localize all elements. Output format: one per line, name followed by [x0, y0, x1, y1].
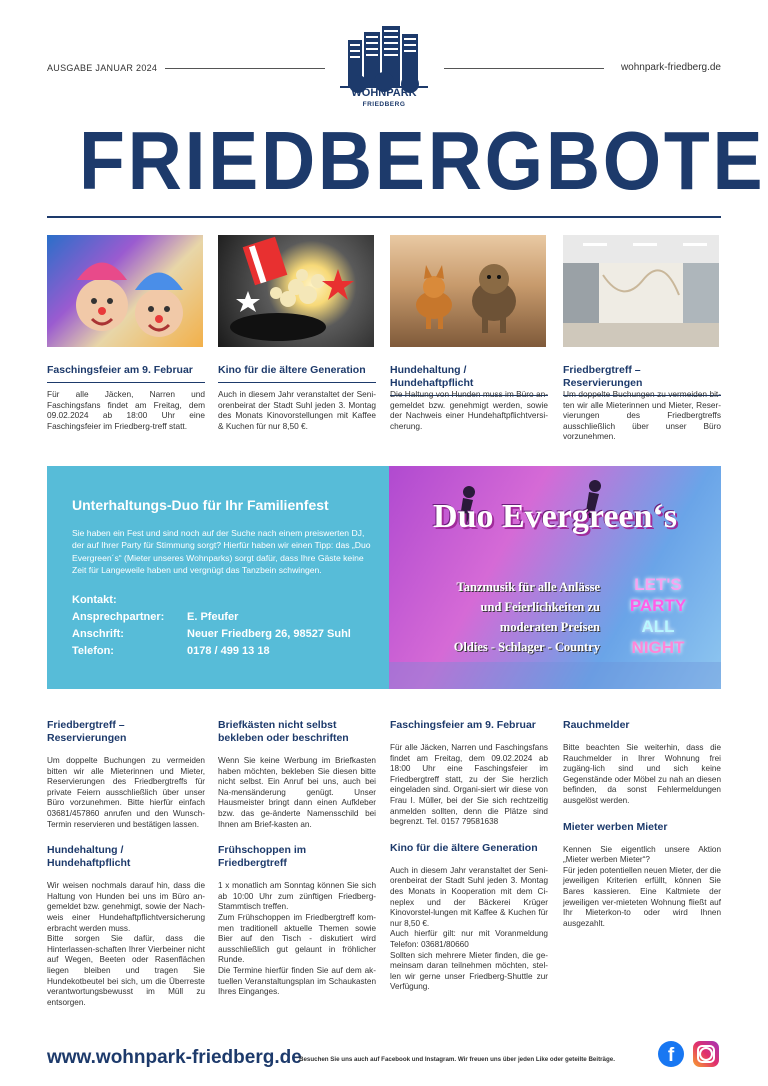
dogs-photo	[390, 235, 546, 347]
teaser-text: Für alle Jäcken, Narren und Faschingsfans findet am Freitag, dem 09.02.2024 ab 18:00 Uhr eine Faschingsfeier im Friedberg-treff statt.	[47, 389, 205, 431]
article-heading: Hundehaltung / Hundehaftpflicht	[47, 844, 131, 870]
teaser-text: Die Haltung von Hunden muss im Büro an-gemeldet bzw. genehmigt werden, sowie der Nachweis einer Hundehaftpflichtversi-cherung.	[390, 389, 548, 431]
duo-subtitle	[398, 577, 600, 657]
neon-word: LET'S	[634, 575, 682, 594]
article-heading: Rauchmelder	[563, 719, 630, 731]
contact-label: Telefon:	[72, 645, 114, 657]
friedbergtreff-room-photo	[563, 235, 719, 347]
carnival-photo	[47, 235, 203, 347]
divider	[444, 68, 604, 69]
article-text: 1 x monatlich am Sonntag können Sie sich ab 10:00 Uhr zum zünftigen Friedberg-Stammtisch treffen. Zum Frühschoppen im Friedbergtreff kom-men traditionell aktuelle Themen sowie Bier auf den Tisch - diskutiert wird ausschließlich gut gelaunt in fröhlicher Runde. Die Termine hierfür finden Sie auf dem ak-tuellen Veranstaltungsplan im Schaukasten Ihres Einganges.	[218, 881, 376, 997]
article-column-3	[390, 719, 548, 993]
masthead-rule	[47, 216, 721, 218]
contact-label: Ansprechpartner:	[72, 611, 165, 623]
article-text: Bitte beachten Sie weiterhin, dass die Rauchmelder in Ihrer Wohnung frei zugäng-lich sind und sich keine Gegenstände oder Möbel zu nah an diesen befinden, da sonst Fehlermeldungen ausgelöst werden.	[563, 743, 721, 805]
contact-heading: Kontakt:	[72, 594, 117, 606]
article-heading: Faschingsfeier am 9. Februar	[390, 719, 536, 731]
article-heading: Friedbergtreff – Reservierungen	[47, 719, 127, 744]
contact-value: Neuer Friedberg 26, 98527 Suhl	[187, 628, 351, 640]
contact-row	[72, 611, 372, 623]
logo-sub: FRIEDBERG	[362, 101, 406, 108]
duo-subtitle-line: Tanzmusik für alle Anlässe	[456, 580, 600, 594]
contact-row	[72, 628, 372, 640]
article-text: Um doppelte Buchungen zu vermeiden bitten wir alle Mieterinnen und Mieter, Reservierungen des Friedbergtreffs für private Feiern ausschließlich über unser Büro vorzunehmen. Bitte hierfür einfach 03681/457860 anrufen und den Wunsch-Termin reservieren und bestätigen lassen.	[47, 756, 205, 829]
neon-word: ALL	[641, 617, 675, 636]
logo-name: WOHNPARK	[351, 87, 417, 99]
masthead-title: FRIEDBERGBOTE	[79, 114, 766, 207]
duo-title: Duo Evergreen‘s	[433, 498, 677, 535]
article-heading: Briefkästen nicht selbst bekleben oder beschriften	[218, 719, 349, 744]
contact-label: Anschrift:	[72, 628, 124, 640]
contact-value: E. Pfeufer	[187, 611, 239, 623]
article-text: Kennen Sie eigentlich unsere Aktion „Mieter werben Mieter“? Für jeden potentiellen neuen Mieter, der die jeweiligen Kriterien erfüllt, können Sie Bares kassieren. Eine Kaltmiete der jeweiligen ver-mieteten Wohnung fließt auf Ihr Mieterkon-to oder wird Ihnen ausgezahlt.	[563, 844, 721, 928]
teaser-title: Kino für die ältere Generation	[218, 364, 376, 383]
duo-subtitle-line: Oldies - Schlager - Country	[453, 640, 600, 654]
banner-text: Sie haben ein Fest und sind noch auf der Suche nach einem preiswerten DJ, der auf Ihrer Party für Stimmung sorgt? Hierfür haben wir einen Tipp: das „Duo Evergreen´s“ (Mieter unseres Wohnparks) sorgt dafür, dass Ihre Gäste keine Zeit für Langeweile haben und vergnügt das Tanzbein schwingen.	[72, 528, 371, 575]
facebook-icon[interactable]: f	[658, 1041, 684, 1067]
divider	[165, 68, 325, 69]
footer-social-message: Besuchen Sie uns auch auf Facebook und Instagram. Wir freuen uns über jeden Like oder geteilte Beiträge.	[299, 1056, 615, 1063]
website-link[interactable]: wohnpark-friedberg.de	[620, 62, 721, 73]
article-text: Wenn Sie keine Werbung im Briefkasten haben möchten, bekleben Sie diesen bitte nicht selbst. Ein Anruf bei uns, auch bei Na-mensänderung genügt. Unser Hausmeister bringt dann einen Aufkleber bzw. das ge-änderte Namensschild bei Ihnen am Brief-kasten an.	[218, 756, 376, 829]
logo-wordmark	[336, 88, 432, 110]
neon-word: NIGHT	[631, 638, 685, 657]
teaser-text: Auch in diesem Jahr veranstaltet der Seni-orenbeirat der Stadt Suhl jeden 3. Montag des Monats Kinovorstellungen mit Kaffee & Kuchen für nur 8,50 €.	[218, 389, 376, 431]
contact-value[interactable]: 0178 / 499 13 18	[187, 645, 270, 657]
article-heading: Kino für die ältere Generation	[390, 841, 538, 854]
contact-row	[72, 645, 372, 657]
duo-subtitle-line: und Feierlichkeiten zu	[480, 600, 600, 614]
teaser-title: Friedbergtreff – Reservierungen	[563, 364, 721, 396]
article-text: Auch in diesem Jahr veranstaltet der Seni-orenbeirat der Stadt Suhl jeden 3. Montag des Monats in Kooperation mit dem Ci-neplex und der Bäckerei Krüger Kinovorstel-lungen mit Kaffee & Kuchen für nur 8,50 €. Auch hierfür gilt: nur mit Voranmeldung Telefon: 03681/80660 Sollten sich mehrere Mieter finden, die ge-meinsam daran teilnehmen möchten, stel-len wir gerne unser Friedberg-Shuttle zur Verfügung.	[390, 865, 548, 992]
teaser-title: Faschingsfeier am 9. Februar	[47, 364, 205, 383]
article-column-1	[47, 719, 205, 1008]
teaser-text: Um doppelte Buchungen zu vermeiden bit-ten wir alle Mieterinnen und Mieter, Reser-vierungen des Friedbergtreffs ausschließlich über unser Büro vorzunehmen.	[563, 389, 721, 442]
article-column-4	[563, 719, 721, 929]
neon-word: PARTY	[629, 596, 687, 615]
article-heading: Mieter werben Mieter	[563, 820, 668, 833]
article-heading: Frühschoppen im Friedbergtreff	[218, 844, 307, 870]
banner-title: Unterhaltungs-Duo für Ihr Familienfest	[72, 497, 329, 513]
article-text: Für alle Jäcken, Narren und Faschingsfans findet am Freitag, dem 09.02.2024 ab 18:00 Uhr eine Faschingsfeier im Friedbergtreff statt, zu der Sie herzlich eingeladen sind. Organi-siert wir diese von Frau I. Müller, bei der Sie sich rechtzeitig anmelden sollten, denn die Plätze sind begrenzt. Tel. 0157 79581638	[390, 743, 548, 827]
lets-party-neon	[618, 574, 698, 658]
popcorn-photo	[218, 235, 374, 347]
article-column-2	[218, 719, 376, 998]
instagram-icon[interactable]	[693, 1041, 719, 1067]
issue-label: AUSGABE JANUAR 2024	[47, 63, 158, 73]
footer-website-link[interactable]: www.wohnpark-friedberg.de	[47, 1047, 302, 1068]
duo-subtitle-line: moderaten Preisen	[499, 620, 600, 634]
teaser-title: Hundehaltung / Hundehaftpflicht	[390, 364, 548, 396]
article-text: Wir weisen nochmals darauf hin, dass die Haltung von Hunden bei uns im Büro an-gemeldet bzw. genehmigt, sowie der Nach-weis einer Hundehaftpflichtversicherung erbracht werden muss. Bitte sorgen Sie dafür, dass die Hinterlassen-schaften Ihrer Vierbeiner nicht auf Wegen, Beeten oder Rasenflächen liegen bleiben und tragen Sie Hundekotbeutel bei sich, um die Überreste verantwortungsbewusst im Müll zu entsorgen.	[47, 881, 205, 1007]
